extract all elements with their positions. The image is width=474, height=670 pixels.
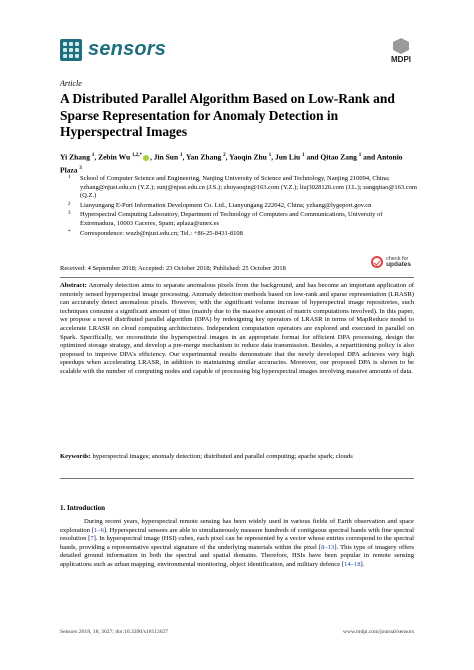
orcid-icon[interactable]: [143, 155, 149, 161]
author-name[interactable]: Antonio Plaza: [60, 152, 403, 174]
affiliation-item: [68, 175, 418, 201]
footer-journal-link[interactable]: www.mdpi.com/journal/sensors: [342, 629, 414, 635]
author-name[interactable]: Zebin Wu: [98, 152, 132, 162]
journal-logo[interactable]: [60, 38, 166, 61]
affiliation-text: Lianyungang E-Port Information Development Co. Ltd., Lianyungang 222042, China; yzhang@lygeport.gov.cn: [80, 201, 372, 209]
author-name[interactable]: Yan Zhang: [186, 152, 224, 162]
affiliation-number: 1: [68, 175, 71, 180]
author-name[interactable]: Yaoqin Zhu: [229, 152, 269, 162]
divider-top: [60, 277, 414, 278]
keywords-label: Keywords:: [60, 453, 91, 460]
affiliation-number: 3: [68, 211, 71, 217]
journal-logo-icon: [60, 39, 82, 61]
journal-name: sensors: [88, 38, 167, 60]
publisher-logo[interactable]: [391, 38, 411, 64]
author-name[interactable]: Qitao Zang: [320, 152, 359, 162]
affiliation-list: [68, 175, 418, 239]
abstract-label: Abstract:: [60, 282, 87, 289]
paragraph-text: ].: [360, 560, 365, 568]
affiliation-item: [68, 202, 418, 211]
section-heading: 1. Introduction: [60, 504, 105, 512]
author-affiliation-marker: 2: [223, 153, 226, 158]
author-name[interactable]: Jin Sun: [153, 152, 181, 162]
publisher-name: MDPI: [391, 55, 411, 64]
check-updates-line2: updates: [386, 261, 411, 268]
check-updates-line1: check for: [386, 256, 409, 262]
footer-citation: Sensors 2018, 18, 3627; doi:10.3390/s18113627: [60, 629, 169, 635]
author-name[interactable]: Jun Liu: [274, 152, 303, 162]
author-affiliation-marker: 1,2,*: [132, 153, 142, 158]
author-affiliation-marker: 3: [79, 165, 82, 171]
paragraph-text: During recent years, hyperspectral remote sensing has been widely used in various fields of Earth observation and space exploration [: [60, 518, 414, 534]
author-affiliation-marker: 1: [91, 153, 95, 158]
affiliation-item: [68, 230, 418, 239]
paper-title: A Distributed Parallel Algorithm Based on Low-Rank and Sparse Representation for Anomaly Detection in Hyperspectral Images: [60, 91, 395, 139]
affiliation-item: [68, 211, 418, 228]
citation-link[interactable]: 8–13: [321, 543, 335, 551]
affiliation-text: Hyperspectral Computing Laboratory, Department of Technology of Computers and Communications, University of Extremadura, 10003 Caceres, Spain; aplaza@unex.es: [80, 211, 383, 227]
citation-link[interactable]: 7: [90, 535, 94, 543]
check-updates-icon: [371, 256, 383, 268]
keywords: [60, 453, 414, 462]
citation-link[interactable]: 1–6: [94, 526, 104, 534]
paragraph-text: ]. In hyperspectral image (HSI) cubes, each pixel can be represented by a vector whose entries correspond to the spectral bands, providing a representative spectral signature of the underlying materials within the pixel [: [60, 535, 414, 551]
author-affiliation-marker: 1: [268, 153, 272, 158]
affiliation-text: Correspondence: wuzb@njust.edu.cn; Tel.: +86-25-8431-8108: [80, 229, 243, 237]
author-affiliation-marker: 1: [358, 153, 362, 158]
affiliation-number: *: [68, 229, 71, 235]
check-updates-label: [386, 256, 411, 268]
author-name[interactable]: Yi Zhang: [60, 152, 92, 162]
affiliation-text: School of Computer Science and Engineering, Nanjing University of Science and Technology, Nanjing 210094, China; yzhang@njust.edu.cn (Y.Z.); sunj@njust.edu.cn (J.S.); zhuyaoqin@163.com (Y.Z.); liuj3028126.com (J.L.); zangqitao@163.com (Q.Z.): [80, 175, 417, 200]
publisher-hexagon-icon: [393, 38, 409, 54]
check-for-updates-button[interactable]: [371, 256, 411, 268]
divider-bottom: [60, 478, 414, 479]
publication-dates: Received: 4 September 2018; Accepted: 23 October 2018; Published: 25 October 2018: [60, 265, 286, 272]
citation-link[interactable]: 14–18: [344, 560, 361, 568]
paragraph-text: ]. This type of imagery offers detailed ground information in both the spectral and spatial domains. Therefore, HSIs have been popular in remote sensing applications such as urban mapping, environmental monitoring, object identification, and military defence [: [60, 543, 414, 568]
author-list: Yi Zhang $^1$, Zebin Wu $^{1,2,*}$ , Jin Sun $^1$, Yan Zhang $^2$, Yaoqin Zhu $^1$, Jun Liu $^1$ and Qitao Zang $^1$ and Antonio Plaza $^3$: [60, 152, 403, 174]
abstract: [60, 282, 414, 377]
intro-paragraph: [60, 518, 414, 570]
paragraph-text: ]. Hyperspectral sensors are able to simultaneously measure hundreds of contiguous spectral bands with fine spectral resolution [: [60, 526, 414, 543]
affiliation-number: 2: [68, 201, 71, 207]
article-type: Article: [60, 79, 82, 88]
author-affiliation-marker: 1: [180, 153, 183, 158]
abstract-text: Anomaly detection aims to separate anomalous pixels from the background, and has become an important application of remotely sensed hyperspectral image processing. Anomaly detection methods based on low-rank and sparse representation (LRASR) can accurately detect anomalous pixels. However, with the significant volume increase of hyperspectral image repositories, such techniques consume a significant amount of time (mainly due to the massive amount of matrix computations involved). In this paper, we propose a novel distributed parallel algorithm (DPA) by redesigning key operators of LRASR in terms of MapReduce model to accelerate LRASR on cloud computing architectures. Independent computation operators are explored and executed in parallel on Spark. Specifically, we reconstitute the hyperspectral images in an appropriate format for efficient DPA processing, design the optimized storage strategy, and develop a pre-merge mechanism to reduce data transmission. Besides, a repartitioning policy is also proposed to improve DPA's efficiency. Our experimental results demonstrate that the newly developed DPA achieves very high speedups when accelerating LRASR, in addition to maintaining similar accuracies. Moreover, our proposed DPA is shown to be scalable with the number of computing nodes and capable of processing big hyperspectral images involving massive amounts of data.: [60, 282, 414, 375]
author-affiliation-marker: 1: [302, 153, 305, 158]
keywords-text: hyperspectral images; anomaly detection; distributed and parallel computing; apache spark; clouds: [92, 453, 353, 460]
